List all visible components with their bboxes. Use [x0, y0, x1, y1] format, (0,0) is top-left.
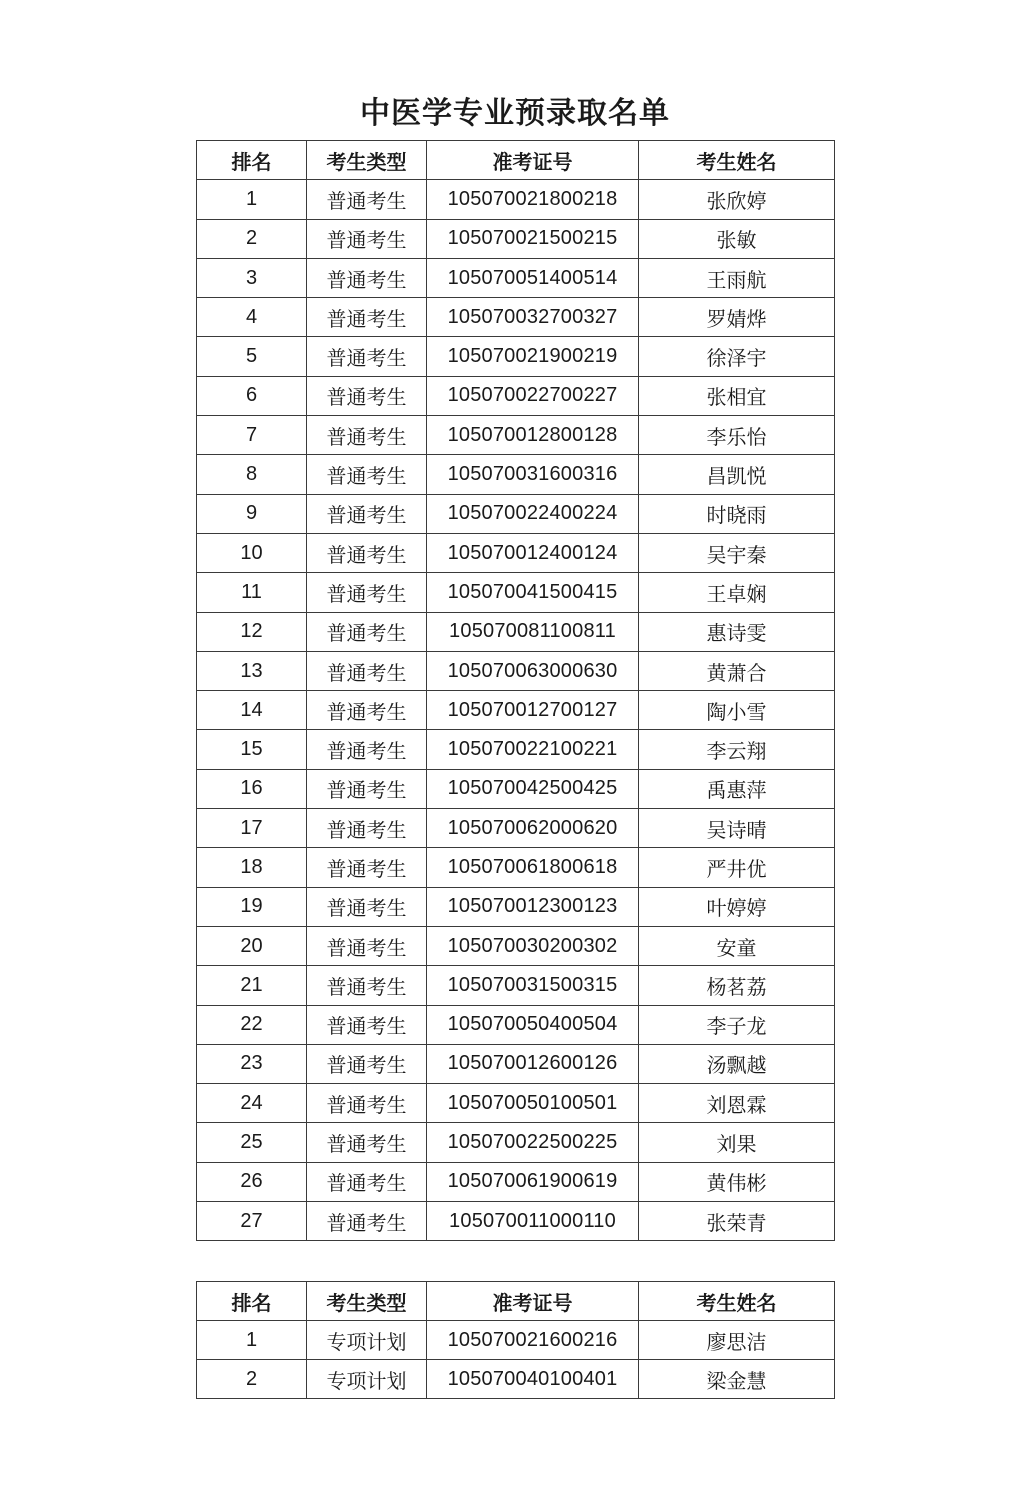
cell-name: 王卓娴: [639, 573, 835, 612]
cell-rank: 15: [197, 730, 307, 769]
table-row: [197, 1162, 835, 1201]
table-row: [197, 1044, 835, 1083]
general-admission-table: [196, 140, 835, 1241]
cell-rank: 4: [197, 298, 307, 337]
table-row: [197, 651, 835, 690]
cell-name: 张相宜: [639, 376, 835, 415]
cell-rank: 18: [197, 848, 307, 887]
cell-name: 李云翔: [639, 730, 835, 769]
cell-rank: 23: [197, 1044, 307, 1083]
table-row: [197, 1321, 835, 1360]
cell-rank: 9: [197, 494, 307, 533]
cell-type: 普通考生: [307, 455, 427, 494]
column-header-name: 考生姓名: [639, 1282, 835, 1321]
column-header-type: 考生类型: [307, 1282, 427, 1321]
table-row: [197, 730, 835, 769]
cell-name: 黄伟彬: [639, 1162, 835, 1201]
cell-exam-id: 105070063000630: [427, 651, 639, 690]
table-row: [197, 573, 835, 612]
table-row: [197, 533, 835, 572]
cell-exam-id: 105070021900219: [427, 337, 639, 376]
cell-type: 专项计划: [307, 1321, 427, 1360]
column-header-name: 考生姓名: [639, 141, 835, 180]
cell-rank: 8: [197, 455, 307, 494]
cell-type: 普通考生: [307, 887, 427, 926]
cell-rank: 7: [197, 416, 307, 455]
cell-type: 普通考生: [307, 376, 427, 415]
cell-type: 普通考生: [307, 809, 427, 848]
cell-name: 李乐怡: [639, 416, 835, 455]
cell-exam-id: 105070021600216: [427, 1321, 639, 1360]
cell-rank: 17: [197, 809, 307, 848]
cell-type: 普通考生: [307, 1202, 427, 1241]
cell-name: 罗婧烨: [639, 298, 835, 337]
cell-exam-id: 105070042500425: [427, 769, 639, 808]
cell-type: 普通考生: [307, 926, 427, 965]
cell-type: 普通考生: [307, 730, 427, 769]
cell-rank: 16: [197, 769, 307, 808]
cell-rank: 25: [197, 1123, 307, 1162]
cell-name: 张敏: [639, 219, 835, 258]
cell-name: 时晓雨: [639, 494, 835, 533]
cell-type: 普通考生: [307, 691, 427, 730]
cell-exam-id: 105070061900619: [427, 1162, 639, 1201]
column-header-rank: 排名: [197, 141, 307, 180]
cell-rank: 1: [197, 180, 307, 219]
column-header-type: 考生类型: [307, 141, 427, 180]
cell-name: 徐泽宇: [639, 337, 835, 376]
cell-rank: 10: [197, 533, 307, 572]
cell-name: 吴宇秦: [639, 533, 835, 572]
cell-type: 普通考生: [307, 180, 427, 219]
table-row: [197, 769, 835, 808]
cell-rank: 5: [197, 337, 307, 376]
cell-exam-id: 105070022100221: [427, 730, 639, 769]
cell-rank: 11: [197, 573, 307, 612]
table-header-row: [197, 1282, 835, 1321]
cell-rank: 14: [197, 691, 307, 730]
cell-exam-id: 105070012700127: [427, 691, 639, 730]
cell-name: 刘果: [639, 1123, 835, 1162]
table-row: [197, 809, 835, 848]
table-row: [197, 337, 835, 376]
cell-type: 普通考生: [307, 848, 427, 887]
cell-exam-id: 105070062000620: [427, 809, 639, 848]
cell-rank: 26: [197, 1162, 307, 1201]
cell-type: 普通考生: [307, 1123, 427, 1162]
cell-name: 汤飘越: [639, 1044, 835, 1083]
cell-rank: 3: [197, 258, 307, 297]
cell-exam-id: 105070012400124: [427, 533, 639, 572]
cell-name: 吴诗晴: [639, 809, 835, 848]
cell-exam-id: 105070022700227: [427, 376, 639, 415]
cell-type: 普通考生: [307, 494, 427, 533]
table-header-row: [197, 141, 835, 180]
cell-exam-id: 105070012600126: [427, 1044, 639, 1083]
table-row: [197, 1360, 835, 1399]
cell-exam-id: 105070061800618: [427, 848, 639, 887]
cell-exam-id: 105070012300123: [427, 887, 639, 926]
table-row: [197, 612, 835, 651]
cell-type: 普通考生: [307, 769, 427, 808]
table-row: [197, 298, 835, 337]
table-row: [197, 1084, 835, 1123]
cell-rank: 1: [197, 1321, 307, 1360]
cell-name: 杨茗荔: [639, 966, 835, 1005]
cell-exam-id: 105070022500225: [427, 1123, 639, 1162]
cell-name: 李子龙: [639, 1005, 835, 1044]
cell-type: 普通考生: [307, 533, 427, 572]
table-row: [197, 416, 835, 455]
cell-type: 普通考生: [307, 1044, 427, 1083]
cell-exam-id: 105070011000110: [427, 1202, 639, 1241]
cell-exam-id: 105070032700327: [427, 298, 639, 337]
table-row: [197, 926, 835, 965]
column-header-id: 准考证号: [427, 141, 639, 180]
cell-type: 普通考生: [307, 258, 427, 297]
cell-name: 严井优: [639, 848, 835, 887]
cell-name: 禹惠萍: [639, 769, 835, 808]
table-row: [197, 691, 835, 730]
cell-type: 普通考生: [307, 298, 427, 337]
table-row: [197, 258, 835, 297]
column-header-rank: 排名: [197, 1282, 307, 1321]
cell-rank: 13: [197, 651, 307, 690]
cell-exam-id: 105070051400514: [427, 258, 639, 297]
cell-exam-id: 105070012800128: [427, 416, 639, 455]
cell-rank: 21: [197, 966, 307, 1005]
cell-exam-id: 105070031500315: [427, 966, 639, 1005]
table-row: [197, 455, 835, 494]
cell-rank: 27: [197, 1202, 307, 1241]
cell-exam-id: 105070050400504: [427, 1005, 639, 1044]
table-row: [197, 180, 835, 219]
cell-type: 普通考生: [307, 1162, 427, 1201]
cell-name: 张欣婷: [639, 180, 835, 219]
special-plan-table: [196, 1281, 835, 1399]
table-row: [197, 966, 835, 1005]
cell-name: 王雨航: [639, 258, 835, 297]
cell-name: 黄萧合: [639, 651, 835, 690]
cell-type: 普通考生: [307, 337, 427, 376]
cell-type: 普通考生: [307, 1084, 427, 1123]
cell-exam-id: 105070021500215: [427, 219, 639, 258]
table-row: [197, 494, 835, 533]
cell-type: 普通考生: [307, 612, 427, 651]
cell-type: 普通考生: [307, 966, 427, 1005]
cell-exam-id: 105070021800218: [427, 180, 639, 219]
cell-rank: 2: [197, 1360, 307, 1399]
cell-type: 普通考生: [307, 651, 427, 690]
cell-name: 陶小雪: [639, 691, 835, 730]
table-row: [197, 1123, 835, 1162]
table-row: [197, 887, 835, 926]
page-title: 中医学专业预录取名单: [360, 96, 670, 131]
cell-exam-id: 105070031600316: [427, 455, 639, 494]
cell-exam-id: 105070030200302: [427, 926, 639, 965]
cell-name: 叶婷婷: [639, 887, 835, 926]
cell-exam-id: 105070040100401: [427, 1360, 639, 1399]
table-row: [197, 376, 835, 415]
cell-name: 梁金慧: [639, 1360, 835, 1399]
table-row: [197, 1005, 835, 1044]
cell-exam-id: 105070081100811: [427, 612, 639, 651]
cell-type: 普通考生: [307, 219, 427, 258]
cell-rank: 22: [197, 1005, 307, 1044]
cell-type: 专项计划: [307, 1360, 427, 1399]
table-row: [197, 219, 835, 258]
column-header-id: 准考证号: [427, 1282, 639, 1321]
cell-name: 刘恩霖: [639, 1084, 835, 1123]
cell-name: 昌凯悦: [639, 455, 835, 494]
cell-exam-id: 105070050100501: [427, 1084, 639, 1123]
table-row: [197, 1202, 835, 1241]
cell-type: 普通考生: [307, 1005, 427, 1044]
table-row: [197, 848, 835, 887]
cell-type: 普通考生: [307, 416, 427, 455]
cell-rank: 19: [197, 887, 307, 926]
cell-rank: 12: [197, 612, 307, 651]
cell-exam-id: 105070022400224: [427, 494, 639, 533]
cell-rank: 20: [197, 926, 307, 965]
cell-exam-id: 105070041500415: [427, 573, 639, 612]
cell-name: 张荣青: [639, 1202, 835, 1241]
cell-rank: 6: [197, 376, 307, 415]
cell-type: 普通考生: [307, 573, 427, 612]
cell-name: 廖思洁: [639, 1321, 835, 1360]
cell-name: 惠诗雯: [639, 612, 835, 651]
cell-rank: 24: [197, 1084, 307, 1123]
cell-rank: 2: [197, 219, 307, 258]
cell-name: 安童: [639, 926, 835, 965]
